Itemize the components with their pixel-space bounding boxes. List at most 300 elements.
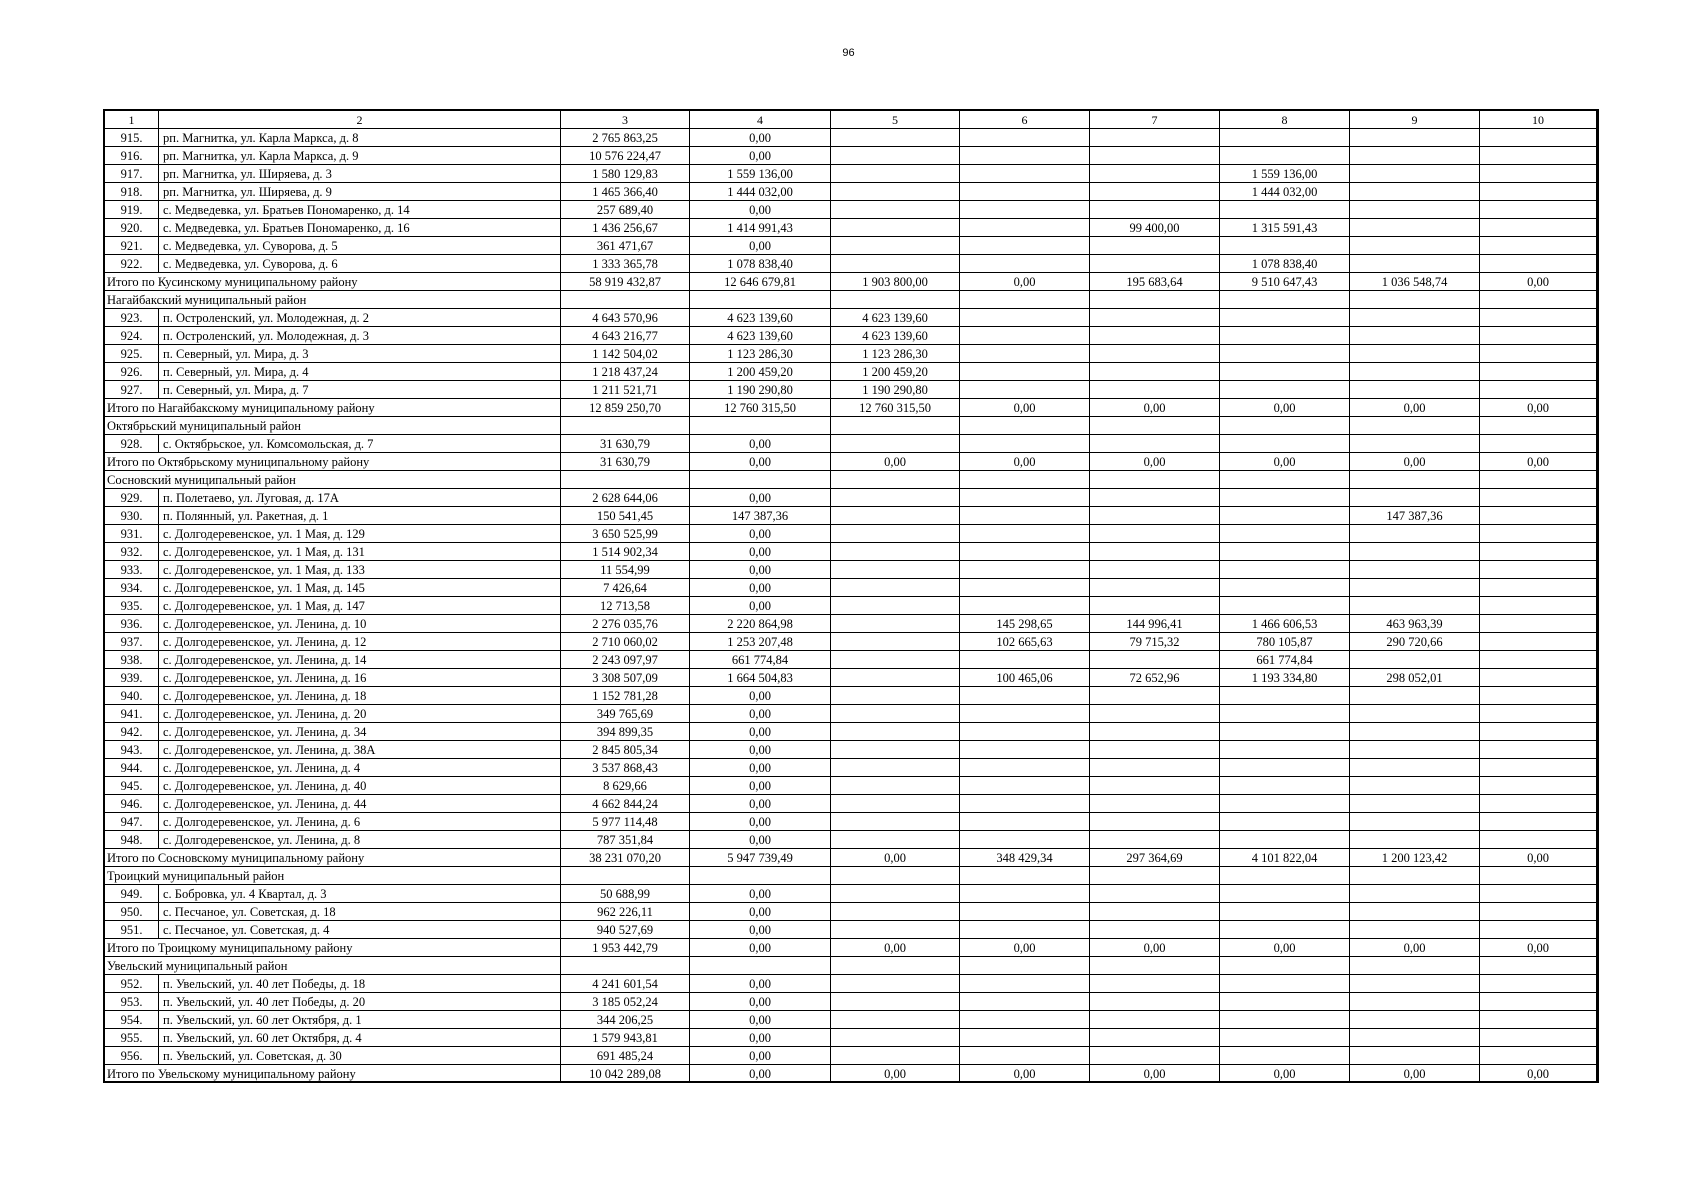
table-row (105, 831, 1597, 849)
value-col-7 (1090, 183, 1220, 201)
value-col-7 (1090, 309, 1220, 327)
row-number: 949. (105, 885, 159, 903)
column-header-9: 9 (1350, 111, 1480, 129)
value-col-6 (960, 309, 1090, 327)
row-number: 919. (105, 201, 159, 219)
value-col-8: 780 105,87 (1220, 633, 1350, 651)
value-col-8 (1220, 903, 1350, 921)
value-col-3: 1 580 129,83 (561, 165, 690, 183)
value-col-10 (1480, 219, 1597, 237)
empty-cell (1090, 291, 1220, 309)
total-value-col-9: 1 200 123,42 (1350, 849, 1480, 867)
value-col-7 (1090, 831, 1220, 849)
value-col-5 (831, 885, 960, 903)
total-value-col-4: 0,00 (690, 1065, 831, 1083)
value-col-7 (1090, 543, 1220, 561)
value-col-4: 0,00 (690, 741, 831, 759)
value-col-7: 99 400,00 (1090, 219, 1220, 237)
empty-cell (690, 867, 831, 885)
value-col-8: 1 444 032,00 (1220, 183, 1350, 201)
value-col-4: 0,00 (690, 813, 831, 831)
total-value-col-7: 297 364,69 (1090, 849, 1220, 867)
value-col-10 (1480, 1047, 1597, 1065)
value-col-5 (831, 633, 960, 651)
value-col-5 (831, 1011, 960, 1029)
total-value-col-5: 1 903 800,00 (831, 273, 960, 291)
value-col-8 (1220, 327, 1350, 345)
empty-cell (1480, 417, 1597, 435)
value-col-9 (1350, 723, 1480, 741)
value-col-3: 3 650 525,99 (561, 525, 690, 543)
value-col-6 (960, 525, 1090, 543)
value-col-4: 0,00 (690, 1029, 831, 1047)
value-col-3: 1 152 781,28 (561, 687, 690, 705)
address-cell: с. Медведевка, ул. Братьев Пономаренко, д. 14 (159, 201, 561, 219)
address-cell: с. Долгодеревенское, ул. 1 Мая, д. 147 (159, 597, 561, 615)
value-col-6 (960, 723, 1090, 741)
value-col-7 (1090, 255, 1220, 273)
total-value-col-5: 0,00 (831, 1065, 960, 1083)
value-col-9 (1350, 705, 1480, 723)
value-col-7 (1090, 381, 1220, 399)
value-col-7 (1090, 1029, 1220, 1047)
address-cell: с. Долгодеревенское, ул. 1 Мая, д. 131 (159, 543, 561, 561)
value-col-8 (1220, 237, 1350, 255)
value-col-6 (960, 831, 1090, 849)
value-col-10 (1480, 129, 1597, 147)
address-cell: с. Долгодеревенское, ул. 1 Мая, д. 145 (159, 579, 561, 597)
section-row (105, 291, 1597, 309)
value-col-5 (831, 1047, 960, 1065)
empty-cell (831, 417, 960, 435)
value-col-8 (1220, 1047, 1350, 1065)
value-col-7 (1090, 1047, 1220, 1065)
value-col-9 (1350, 597, 1480, 615)
address-cell: с. Долгодеревенское, ул. Ленина, д. 12 (159, 633, 561, 651)
empty-cell (1350, 867, 1480, 885)
value-col-6: 100 465,06 (960, 669, 1090, 687)
value-col-7 (1090, 597, 1220, 615)
value-col-5 (831, 705, 960, 723)
value-col-10 (1480, 921, 1597, 939)
value-col-4: 0,00 (690, 237, 831, 255)
table-row (105, 687, 1597, 705)
column-header-5: 5 (831, 111, 960, 129)
value-col-8 (1220, 129, 1350, 147)
empty-cell (1480, 867, 1597, 885)
table-row (105, 975, 1597, 993)
value-col-3: 5 977 114,48 (561, 813, 690, 831)
value-col-6 (960, 921, 1090, 939)
empty-cell (1220, 471, 1350, 489)
address-cell: с. Долгодеревенское, ул. Ленина, д. 34 (159, 723, 561, 741)
empty-cell (960, 957, 1090, 975)
row-number: 947. (105, 813, 159, 831)
value-col-4: 1 200 459,20 (690, 363, 831, 381)
column-header-10: 10 (1480, 111, 1597, 129)
value-col-6 (960, 489, 1090, 507)
value-col-7: 72 652,96 (1090, 669, 1220, 687)
empty-cell (1480, 471, 1597, 489)
total-row (105, 1065, 1597, 1083)
column-header-2: 2 (159, 111, 561, 129)
value-col-10 (1480, 561, 1597, 579)
value-col-3: 940 527,69 (561, 921, 690, 939)
empty-cell (1350, 417, 1480, 435)
value-col-9: 463 963,39 (1350, 615, 1480, 633)
total-value-col-7: 195 683,64 (1090, 273, 1220, 291)
total-value-col-3: 12 859 250,70 (561, 399, 690, 417)
table-row (105, 345, 1597, 363)
row-number: 926. (105, 363, 159, 381)
address-cell: п. Увельский, ул. 40 лет Победы, д. 20 (159, 993, 561, 1011)
column-header-3: 3 (561, 111, 690, 129)
total-value-col-4: 0,00 (690, 453, 831, 471)
value-col-5 (831, 795, 960, 813)
value-col-8 (1220, 759, 1350, 777)
value-col-4: 4 623 139,60 (690, 309, 831, 327)
table-row (105, 201, 1597, 219)
total-row (105, 399, 1597, 417)
value-col-9 (1350, 813, 1480, 831)
empty-cell (561, 291, 690, 309)
value-col-7 (1090, 525, 1220, 543)
value-col-4: 0,00 (690, 831, 831, 849)
value-col-4: 4 623 139,60 (690, 327, 831, 345)
value-col-3: 1 579 943,81 (561, 1029, 690, 1047)
column-header-7: 7 (1090, 111, 1220, 129)
total-value-col-7: 0,00 (1090, 399, 1220, 417)
total-row (105, 849, 1597, 867)
total-value-col-8: 9 510 647,43 (1220, 273, 1350, 291)
value-col-8 (1220, 921, 1350, 939)
value-col-4: 1 559 136,00 (690, 165, 831, 183)
value-col-6 (960, 1011, 1090, 1029)
value-col-9 (1350, 741, 1480, 759)
value-col-9: 290 720,66 (1350, 633, 1480, 651)
table-row (105, 543, 1597, 561)
value-col-10 (1480, 381, 1597, 399)
row-number: 946. (105, 795, 159, 813)
value-col-6 (960, 147, 1090, 165)
value-col-3: 1 333 365,78 (561, 255, 690, 273)
section-row (105, 417, 1597, 435)
value-col-5 (831, 165, 960, 183)
value-col-10 (1480, 579, 1597, 597)
value-col-7 (1090, 129, 1220, 147)
value-col-4: 0,00 (690, 561, 831, 579)
section-title: Троицкий муниципальный район (105, 867, 561, 885)
value-col-9 (1350, 687, 1480, 705)
value-col-5 (831, 561, 960, 579)
table-row (105, 489, 1597, 507)
address-cell: с. Долгодеревенское, ул. Ленина, д. 20 (159, 705, 561, 723)
table-row (105, 921, 1597, 939)
address-cell: п. Увельский, ул. 60 лет Октября, д. 1 (159, 1011, 561, 1029)
value-col-7 (1090, 723, 1220, 741)
table-row (105, 813, 1597, 831)
value-col-4: 661 774,84 (690, 651, 831, 669)
value-col-9 (1350, 903, 1480, 921)
row-number: 954. (105, 1011, 159, 1029)
table-row (105, 507, 1597, 525)
table-row (105, 597, 1597, 615)
empty-cell (831, 471, 960, 489)
value-col-10 (1480, 201, 1597, 219)
row-number: 928. (105, 435, 159, 453)
value-col-10 (1480, 993, 1597, 1011)
address-cell: с. Песчаное, ул. Советская, д. 18 (159, 903, 561, 921)
value-col-5 (831, 201, 960, 219)
value-col-8 (1220, 831, 1350, 849)
value-col-6 (960, 597, 1090, 615)
value-col-6 (960, 975, 1090, 993)
value-col-9 (1350, 525, 1480, 543)
address-cell: п. Остроленский, ул. Молодежная, д. 3 (159, 327, 561, 345)
total-row (105, 453, 1597, 471)
table-row (105, 741, 1597, 759)
row-number: 936. (105, 615, 159, 633)
row-number: 922. (105, 255, 159, 273)
row-number: 956. (105, 1047, 159, 1065)
empty-cell (1090, 417, 1220, 435)
value-col-8 (1220, 741, 1350, 759)
value-col-8 (1220, 309, 1350, 327)
total-value-col-10: 0,00 (1480, 1065, 1597, 1083)
column-header-6: 6 (960, 111, 1090, 129)
value-col-9 (1350, 579, 1480, 597)
value-col-10 (1480, 597, 1597, 615)
empty-cell (1220, 417, 1350, 435)
empty-cell (960, 417, 1090, 435)
total-label: Итого по Октябрьскому муниципальному району (105, 453, 561, 471)
total-value-col-5: 0,00 (831, 849, 960, 867)
total-value-col-3: 38 231 070,20 (561, 849, 690, 867)
value-col-9 (1350, 219, 1480, 237)
total-value-col-10: 0,00 (1480, 399, 1597, 417)
value-col-7 (1090, 147, 1220, 165)
value-col-5: 1 190 290,80 (831, 381, 960, 399)
value-col-4: 1 190 290,80 (690, 381, 831, 399)
row-number: 955. (105, 1029, 159, 1047)
table-row (105, 723, 1597, 741)
value-col-4: 1 444 032,00 (690, 183, 831, 201)
value-col-6 (960, 381, 1090, 399)
value-col-10 (1480, 1029, 1597, 1047)
value-col-4: 1 253 207,48 (690, 633, 831, 651)
section-title: Сосновский муниципальный район (105, 471, 561, 489)
table-row (105, 183, 1597, 201)
empty-cell (960, 291, 1090, 309)
value-col-4: 1 414 991,43 (690, 219, 831, 237)
value-col-4: 0,00 (690, 579, 831, 597)
value-col-9 (1350, 327, 1480, 345)
table-row (105, 759, 1597, 777)
value-col-3: 2 276 035,76 (561, 615, 690, 633)
value-col-9 (1350, 489, 1480, 507)
value-col-9 (1350, 561, 1480, 579)
value-col-8 (1220, 885, 1350, 903)
value-col-3: 344 206,25 (561, 1011, 690, 1029)
value-col-10 (1480, 1011, 1597, 1029)
value-col-6 (960, 993, 1090, 1011)
table-row (105, 165, 1597, 183)
table-row (105, 1011, 1597, 1029)
value-col-7 (1090, 489, 1220, 507)
value-col-6 (960, 903, 1090, 921)
address-cell: с. Медведевка, ул. Суворова, д. 5 (159, 237, 561, 255)
total-label: Итого по Троицкому муниципальному району (105, 939, 561, 957)
value-col-10 (1480, 363, 1597, 381)
empty-cell (1220, 867, 1350, 885)
value-col-5 (831, 183, 960, 201)
section-row (105, 867, 1597, 885)
value-col-5: 1 123 286,30 (831, 345, 960, 363)
table-row (105, 633, 1597, 651)
total-value-col-10: 0,00 (1480, 849, 1597, 867)
value-col-7 (1090, 237, 1220, 255)
value-col-9 (1350, 831, 1480, 849)
value-col-10 (1480, 759, 1597, 777)
section-title: Увельский муниципальный район (105, 957, 561, 975)
row-number: 917. (105, 165, 159, 183)
value-col-9 (1350, 165, 1480, 183)
value-col-5 (831, 597, 960, 615)
value-col-6 (960, 129, 1090, 147)
empty-cell (690, 291, 831, 309)
address-cell: рп. Магнитка, ул. Ширяева, д. 9 (159, 183, 561, 201)
value-col-3: 1 465 366,40 (561, 183, 690, 201)
value-col-8 (1220, 489, 1350, 507)
value-col-6 (960, 777, 1090, 795)
value-col-6 (960, 543, 1090, 561)
address-cell: с. Долгодеревенское, ул. Ленина, д. 4 (159, 759, 561, 777)
total-label: Итого по Увельскому муниципальному району (105, 1065, 561, 1083)
value-col-6 (960, 507, 1090, 525)
value-col-6 (960, 885, 1090, 903)
value-col-6 (960, 1047, 1090, 1065)
value-col-10 (1480, 435, 1597, 453)
value-col-7 (1090, 435, 1220, 453)
empty-cell (690, 471, 831, 489)
value-col-5 (831, 507, 960, 525)
value-col-6 (960, 741, 1090, 759)
value-col-9 (1350, 651, 1480, 669)
value-col-4: 0,00 (690, 993, 831, 1011)
total-value-col-6: 0,00 (960, 939, 1090, 957)
address-cell: п. Полетаево, ул. Луговая, д. 17А (159, 489, 561, 507)
value-col-7 (1090, 777, 1220, 795)
value-col-7 (1090, 327, 1220, 345)
value-col-5 (831, 435, 960, 453)
address-cell: с. Долгодеревенское, ул. Ленина, д. 14 (159, 651, 561, 669)
value-col-10 (1480, 525, 1597, 543)
value-col-3: 1 436 256,67 (561, 219, 690, 237)
value-col-6 (960, 579, 1090, 597)
value-col-6 (960, 327, 1090, 345)
row-number: 927. (105, 381, 159, 399)
value-col-3: 394 899,35 (561, 723, 690, 741)
total-value-col-8: 0,00 (1220, 453, 1350, 471)
value-col-10 (1480, 345, 1597, 363)
value-col-5 (831, 741, 960, 759)
table-row (105, 219, 1597, 237)
address-cell: с. Медведевка, ул. Суворова, д. 6 (159, 255, 561, 273)
total-value-col-9: 0,00 (1350, 399, 1480, 417)
total-value-col-8: 4 101 822,04 (1220, 849, 1350, 867)
value-col-5: 4 623 139,60 (831, 309, 960, 327)
value-col-8 (1220, 993, 1350, 1011)
value-col-4: 1 664 504,83 (690, 669, 831, 687)
row-number: 940. (105, 687, 159, 705)
value-col-8 (1220, 543, 1350, 561)
value-col-10 (1480, 975, 1597, 993)
total-value-col-6: 348 429,34 (960, 849, 1090, 867)
value-col-6 (960, 705, 1090, 723)
value-col-7 (1090, 741, 1220, 759)
total-value-col-5: 0,00 (831, 453, 960, 471)
value-col-3: 4 643 216,77 (561, 327, 690, 345)
address-cell: п. Увельский, ул. 40 лет Победы, д. 18 (159, 975, 561, 993)
row-number: 921. (105, 237, 159, 255)
row-number: 920. (105, 219, 159, 237)
value-col-9 (1350, 795, 1480, 813)
table-row (105, 129, 1597, 147)
value-col-6 (960, 1029, 1090, 1047)
value-col-4: 0,00 (690, 705, 831, 723)
value-col-5 (831, 687, 960, 705)
row-number: 915. (105, 129, 159, 147)
value-col-9 (1350, 255, 1480, 273)
value-col-7 (1090, 993, 1220, 1011)
value-col-9 (1350, 1047, 1480, 1065)
value-col-3: 1 514 902,34 (561, 543, 690, 561)
total-value-col-3: 10 042 289,08 (561, 1065, 690, 1083)
value-col-6 (960, 561, 1090, 579)
value-col-6 (960, 363, 1090, 381)
total-value-col-5: 12 760 315,50 (831, 399, 960, 417)
value-col-3: 3 537 868,43 (561, 759, 690, 777)
value-col-7 (1090, 579, 1220, 597)
value-col-4: 1 078 838,40 (690, 255, 831, 273)
value-col-5 (831, 903, 960, 921)
value-col-7 (1090, 795, 1220, 813)
empty-cell (831, 957, 960, 975)
value-col-6 (960, 201, 1090, 219)
value-col-9 (1350, 1011, 1480, 1029)
value-col-6: 145 298,65 (960, 615, 1090, 633)
value-col-9 (1350, 543, 1480, 561)
empty-cell (1090, 867, 1220, 885)
value-col-9 (1350, 147, 1480, 165)
empty-cell (561, 957, 690, 975)
row-number: 943. (105, 741, 159, 759)
total-value-col-5: 0,00 (831, 939, 960, 957)
row-number: 944. (105, 759, 159, 777)
value-col-4: 0,00 (690, 903, 831, 921)
address-cell: с. Октябрьское, ул. Комсомольская, д. 7 (159, 435, 561, 453)
value-col-10 (1480, 813, 1597, 831)
empty-cell (1220, 957, 1350, 975)
total-value-col-7: 0,00 (1090, 939, 1220, 957)
value-col-8: 1 193 334,80 (1220, 669, 1350, 687)
value-col-8 (1220, 147, 1350, 165)
value-col-5 (831, 219, 960, 237)
value-col-6 (960, 237, 1090, 255)
total-value-col-4: 12 646 679,81 (690, 273, 831, 291)
row-number: 933. (105, 561, 159, 579)
value-col-3: 11 554,99 (561, 561, 690, 579)
